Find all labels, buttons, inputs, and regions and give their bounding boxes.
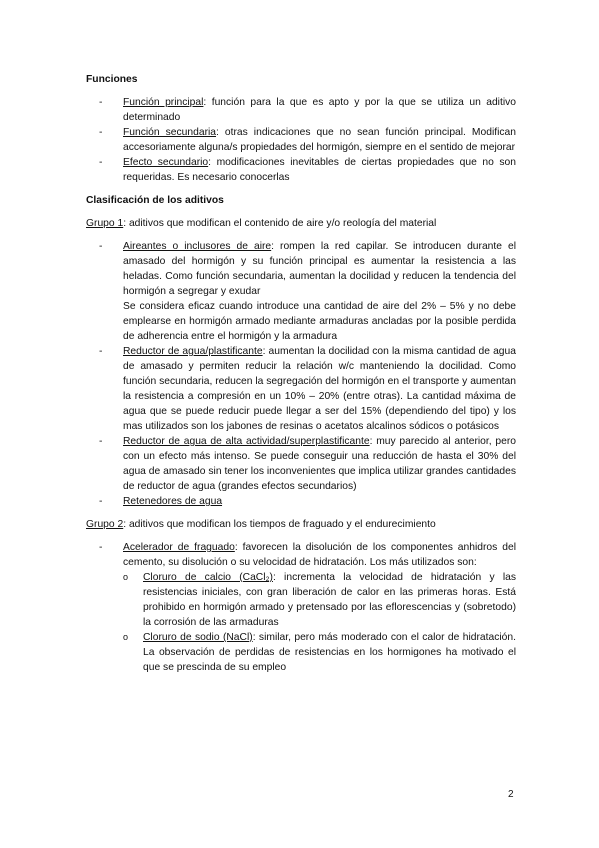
grupo1-list (86, 239, 516, 509)
list-item (86, 95, 516, 125)
term: Cloruro de sodio (NaCl) (143, 632, 253, 643)
list-item (86, 434, 516, 494)
term: Acelerador de fraguado (123, 542, 235, 553)
definition: : muy parecido al anterior, pero con un efecto más intenso. Se puede conseguir una reducción de hasta el 30% del agua de amasado sin tener los inconvenientes que implica utilizar grandes cantidades de reductor de agua (grandes efectos secundarios) (123, 436, 516, 492)
list-item (86, 239, 516, 344)
definition: : incrementa la velocidad de hidratación y las resistencias iniciales, con gran liberación de calor en las primeras horas. Está prohibido en hormigón armado y pretensado por las eflorescencias y (sobretodo) la corrosión de las armaduras (143, 572, 516, 628)
grupo1-intro (86, 216, 516, 231)
term: Efecto secundario (123, 157, 209, 168)
list-item (86, 540, 516, 675)
sub-list-item (123, 630, 516, 675)
grupo2-intro (86, 517, 516, 532)
term: Función secundaria (123, 127, 217, 138)
definition: : aumentan la docilidad con la misma cantidad de agua de amasado y permiten reducir la relación w/c manteniendo la docilidad. Como función secundaria, reducen la segregación del hormigón en el transporte y aumentan la resistencia a compresión en un 10% – 20% (entre otras). La cantidad máxima de agua que se puede reducir puede llegar a ser del 15% (dependiendo del tipo) y los mas utilizados son los jabones de resinas o acetatos alcalinos sódicos o potásicos (123, 346, 516, 432)
sub-list (123, 570, 516, 675)
term: Reductor de agua de alta actividad/superplastificante (123, 436, 370, 447)
list-item (86, 344, 516, 434)
grupo1-label: Grupo 1 (86, 218, 124, 229)
funciones-list (86, 95, 516, 185)
definition: : favorecen la disolución de los componentes anhidros del cemento, su disolución o su velocidad de hidratación. Los más utilizados son: (123, 542, 517, 568)
list-item (86, 155, 516, 185)
term: Aireantes o inclusores de aire (123, 241, 272, 252)
funciones-heading: Funciones (86, 74, 138, 85)
definition: : similar, pero más moderado con el calor de hidratación. La observación de perdidas de resistencias en los hormigones ha motivado el que se prescinda de su empleo (143, 632, 516, 673)
grupo2-label: Grupo 2 (86, 519, 124, 530)
definition: : rompen la red capilar. Se introducen durante el amasado del hormigón y su función principal es aumentar la resistencia a las heladas. Como función secundaria, aumentan la docilidad y reducen la tendencia del hormigón a segregar y exudar (123, 241, 516, 297)
definition: : función para la que es apto y por la que se utiliza un aditivo determinado (123, 97, 516, 123)
sub-list-item (123, 570, 516, 630)
definition: : modificaciones inevitables de ciertas propiedades que no son requeridas. Es necesario conocerlas (123, 157, 516, 183)
term: Función principal (123, 97, 204, 108)
term: Retenedores de agua (123, 496, 223, 507)
term: Reductor de agua/plastificante (123, 346, 263, 357)
extra-note: Se considera eficaz cuando introduce una cantidad de aire del 2% – 5% y no debe emplearse en hormigón armado mediante armaduras ancladas por la posible perdida de adherencia entre el hormigón y la armadura (123, 301, 516, 342)
grupo2-list (86, 540, 516, 675)
grupo1-text: : aditivos que modifican el contenido de aire y/o reología del material (123, 218, 437, 229)
list-item (86, 494, 516, 509)
grupo2-text: : aditivos que modifican los tiempos de fraguado y el endurecimiento (123, 519, 436, 530)
page-content (86, 72, 516, 675)
page-number: 2 (508, 789, 514, 800)
term: Cloruro de calcio (CaCl₂) (143, 572, 273, 583)
clasificacion-heading: Clasificación de los aditivos (86, 195, 224, 206)
definition: : otras indicaciones que no sean función principal. Modifican accesoriamente alguna/s propiedades del hormigón, siempre en el sentido de mejorar (123, 127, 517, 153)
list-item (86, 125, 516, 155)
